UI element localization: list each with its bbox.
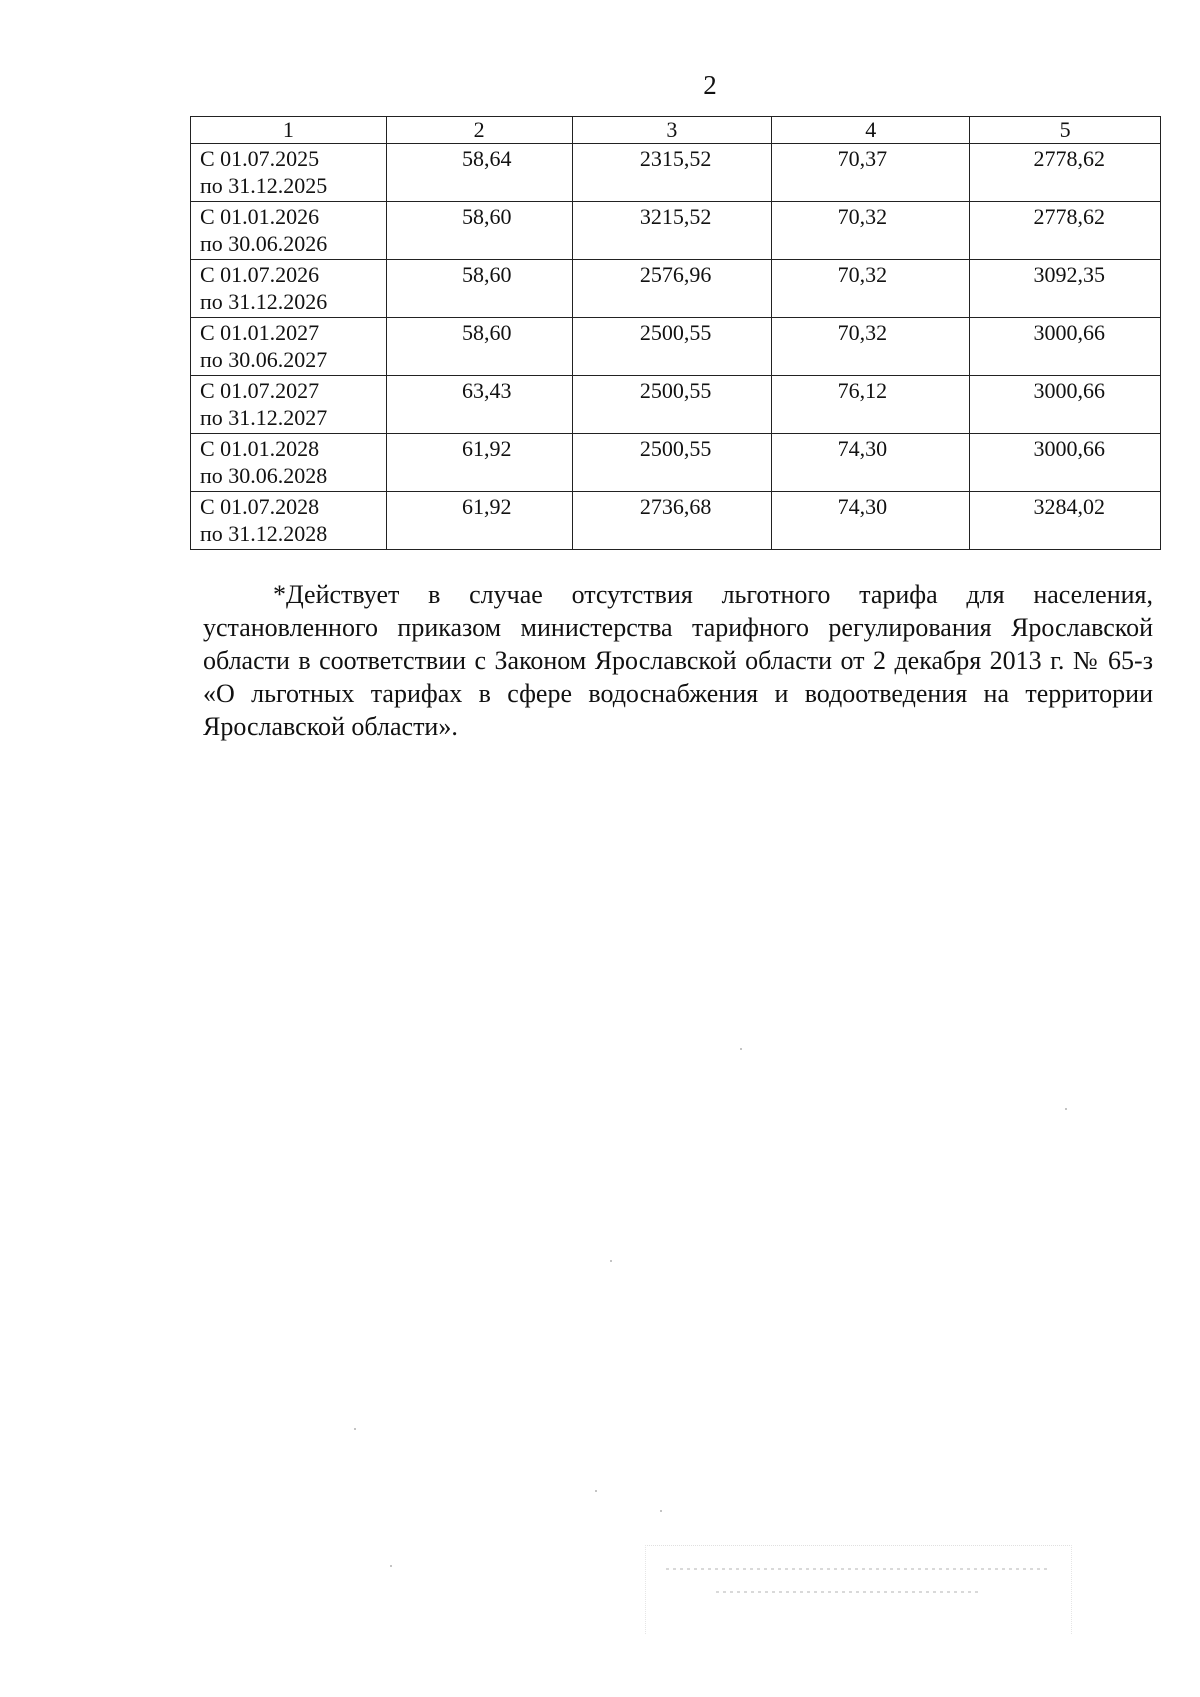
column-header: 1 <box>191 117 387 144</box>
period-to: по 31.12.2026 <box>200 289 328 314</box>
faded-stamp <box>645 1545 1072 1634</box>
period-from: С 01.01.2026 <box>200 204 320 229</box>
table-row <box>191 434 1161 492</box>
period-cell <box>191 144 387 202</box>
value-cell-c3: 2500,55 <box>572 434 772 492</box>
value-cell-c5: 2778,62 <box>970 202 1161 260</box>
value-cell-c3: 2576,96 <box>572 260 772 318</box>
value-cell-c5: 3000,66 <box>970 376 1161 434</box>
value-cell-c2: 61,92 <box>386 434 572 492</box>
value-cell-c5: 3000,66 <box>970 318 1161 376</box>
period-from: С 01.07.2026 <box>200 262 320 287</box>
period-from: С 01.07.2028 <box>200 494 320 519</box>
period-to: по 30.06.2026 <box>200 231 328 256</box>
value-cell-c4: 70,37 <box>772 144 970 202</box>
value-cell-c3: 2315,52 <box>572 144 772 202</box>
scan-speck <box>610 1260 612 1262</box>
scan-speck <box>595 1490 597 1492</box>
value-cell-c5: 3092,35 <box>970 260 1161 318</box>
value-cell-c5: 3000,66 <box>970 434 1161 492</box>
period-cell <box>191 492 387 550</box>
scan-speck <box>354 1428 356 1430</box>
column-header: 5 <box>970 117 1161 144</box>
table-row <box>191 376 1161 434</box>
period-to: по 31.12.2025 <box>200 173 328 198</box>
value-cell-c5: 3284,02 <box>970 492 1161 550</box>
period-from: С 01.01.2027 <box>200 320 320 345</box>
period-cell <box>191 260 387 318</box>
value-cell-c5: 2778,62 <box>970 144 1161 202</box>
period-cell <box>191 434 387 492</box>
value-cell-c3: 2736,68 <box>572 492 772 550</box>
period-to: по 30.06.2028 <box>200 463 328 488</box>
value-cell-c2: 61,92 <box>386 492 572 550</box>
scan-speck <box>1065 1108 1067 1110</box>
column-header: 4 <box>772 117 970 144</box>
period-to: по 30.06.2027 <box>200 347 328 372</box>
footnote <box>203 578 1153 743</box>
page-number: 2 <box>703 70 717 100</box>
table-row <box>191 260 1161 318</box>
period-from: С 01.01.2028 <box>200 436 320 461</box>
tariff-table <box>190 116 1161 550</box>
column-header: 2 <box>386 117 572 144</box>
value-cell-c2: 58,60 <box>386 260 572 318</box>
table-row <box>191 318 1161 376</box>
value-cell-c4: 76,12 <box>772 376 970 434</box>
value-cell-c3: 2500,55 <box>572 318 772 376</box>
scan-speck <box>390 1565 392 1567</box>
value-cell-c2: 58,60 <box>386 318 572 376</box>
period-from: С 01.07.2027 <box>200 378 320 403</box>
value-cell-c2: 58,64 <box>386 144 572 202</box>
period-cell <box>191 376 387 434</box>
footnote-text: *Действует в случае отсутствия льготного тарифа для населения, установленного приказом министерства тарифного регулирования Ярославской области в соответствии с Законом Ярославской области от 2 декабря 2013 г. № 65-з «О льготных тарифах в сфере водоснабжения и водоотведения на территории Ярославской области». <box>203 580 1153 741</box>
scan-speck <box>660 1510 662 1512</box>
value-cell-c2: 63,43 <box>386 376 572 434</box>
column-header: 3 <box>572 117 772 144</box>
period-to: по 31.12.2028 <box>200 521 328 546</box>
value-cell-c4: 70,32 <box>772 202 970 260</box>
table-row <box>191 492 1161 550</box>
table-header-row <box>191 117 1161 144</box>
period-cell <box>191 202 387 260</box>
value-cell-c3: 3215,52 <box>572 202 772 260</box>
period-cell <box>191 318 387 376</box>
value-cell-c4: 70,32 <box>772 318 970 376</box>
period-to: по 31.12.2027 <box>200 405 328 430</box>
value-cell-c4: 74,30 <box>772 492 970 550</box>
value-cell-c3: 2500,55 <box>572 376 772 434</box>
value-cell-c2: 58,60 <box>386 202 572 260</box>
table-row <box>191 144 1161 202</box>
value-cell-c4: 70,32 <box>772 260 970 318</box>
period-from: С 01.07.2025 <box>200 146 320 171</box>
scan-speck <box>740 1048 742 1050</box>
table-row <box>191 202 1161 260</box>
value-cell-c4: 74,30 <box>772 434 970 492</box>
